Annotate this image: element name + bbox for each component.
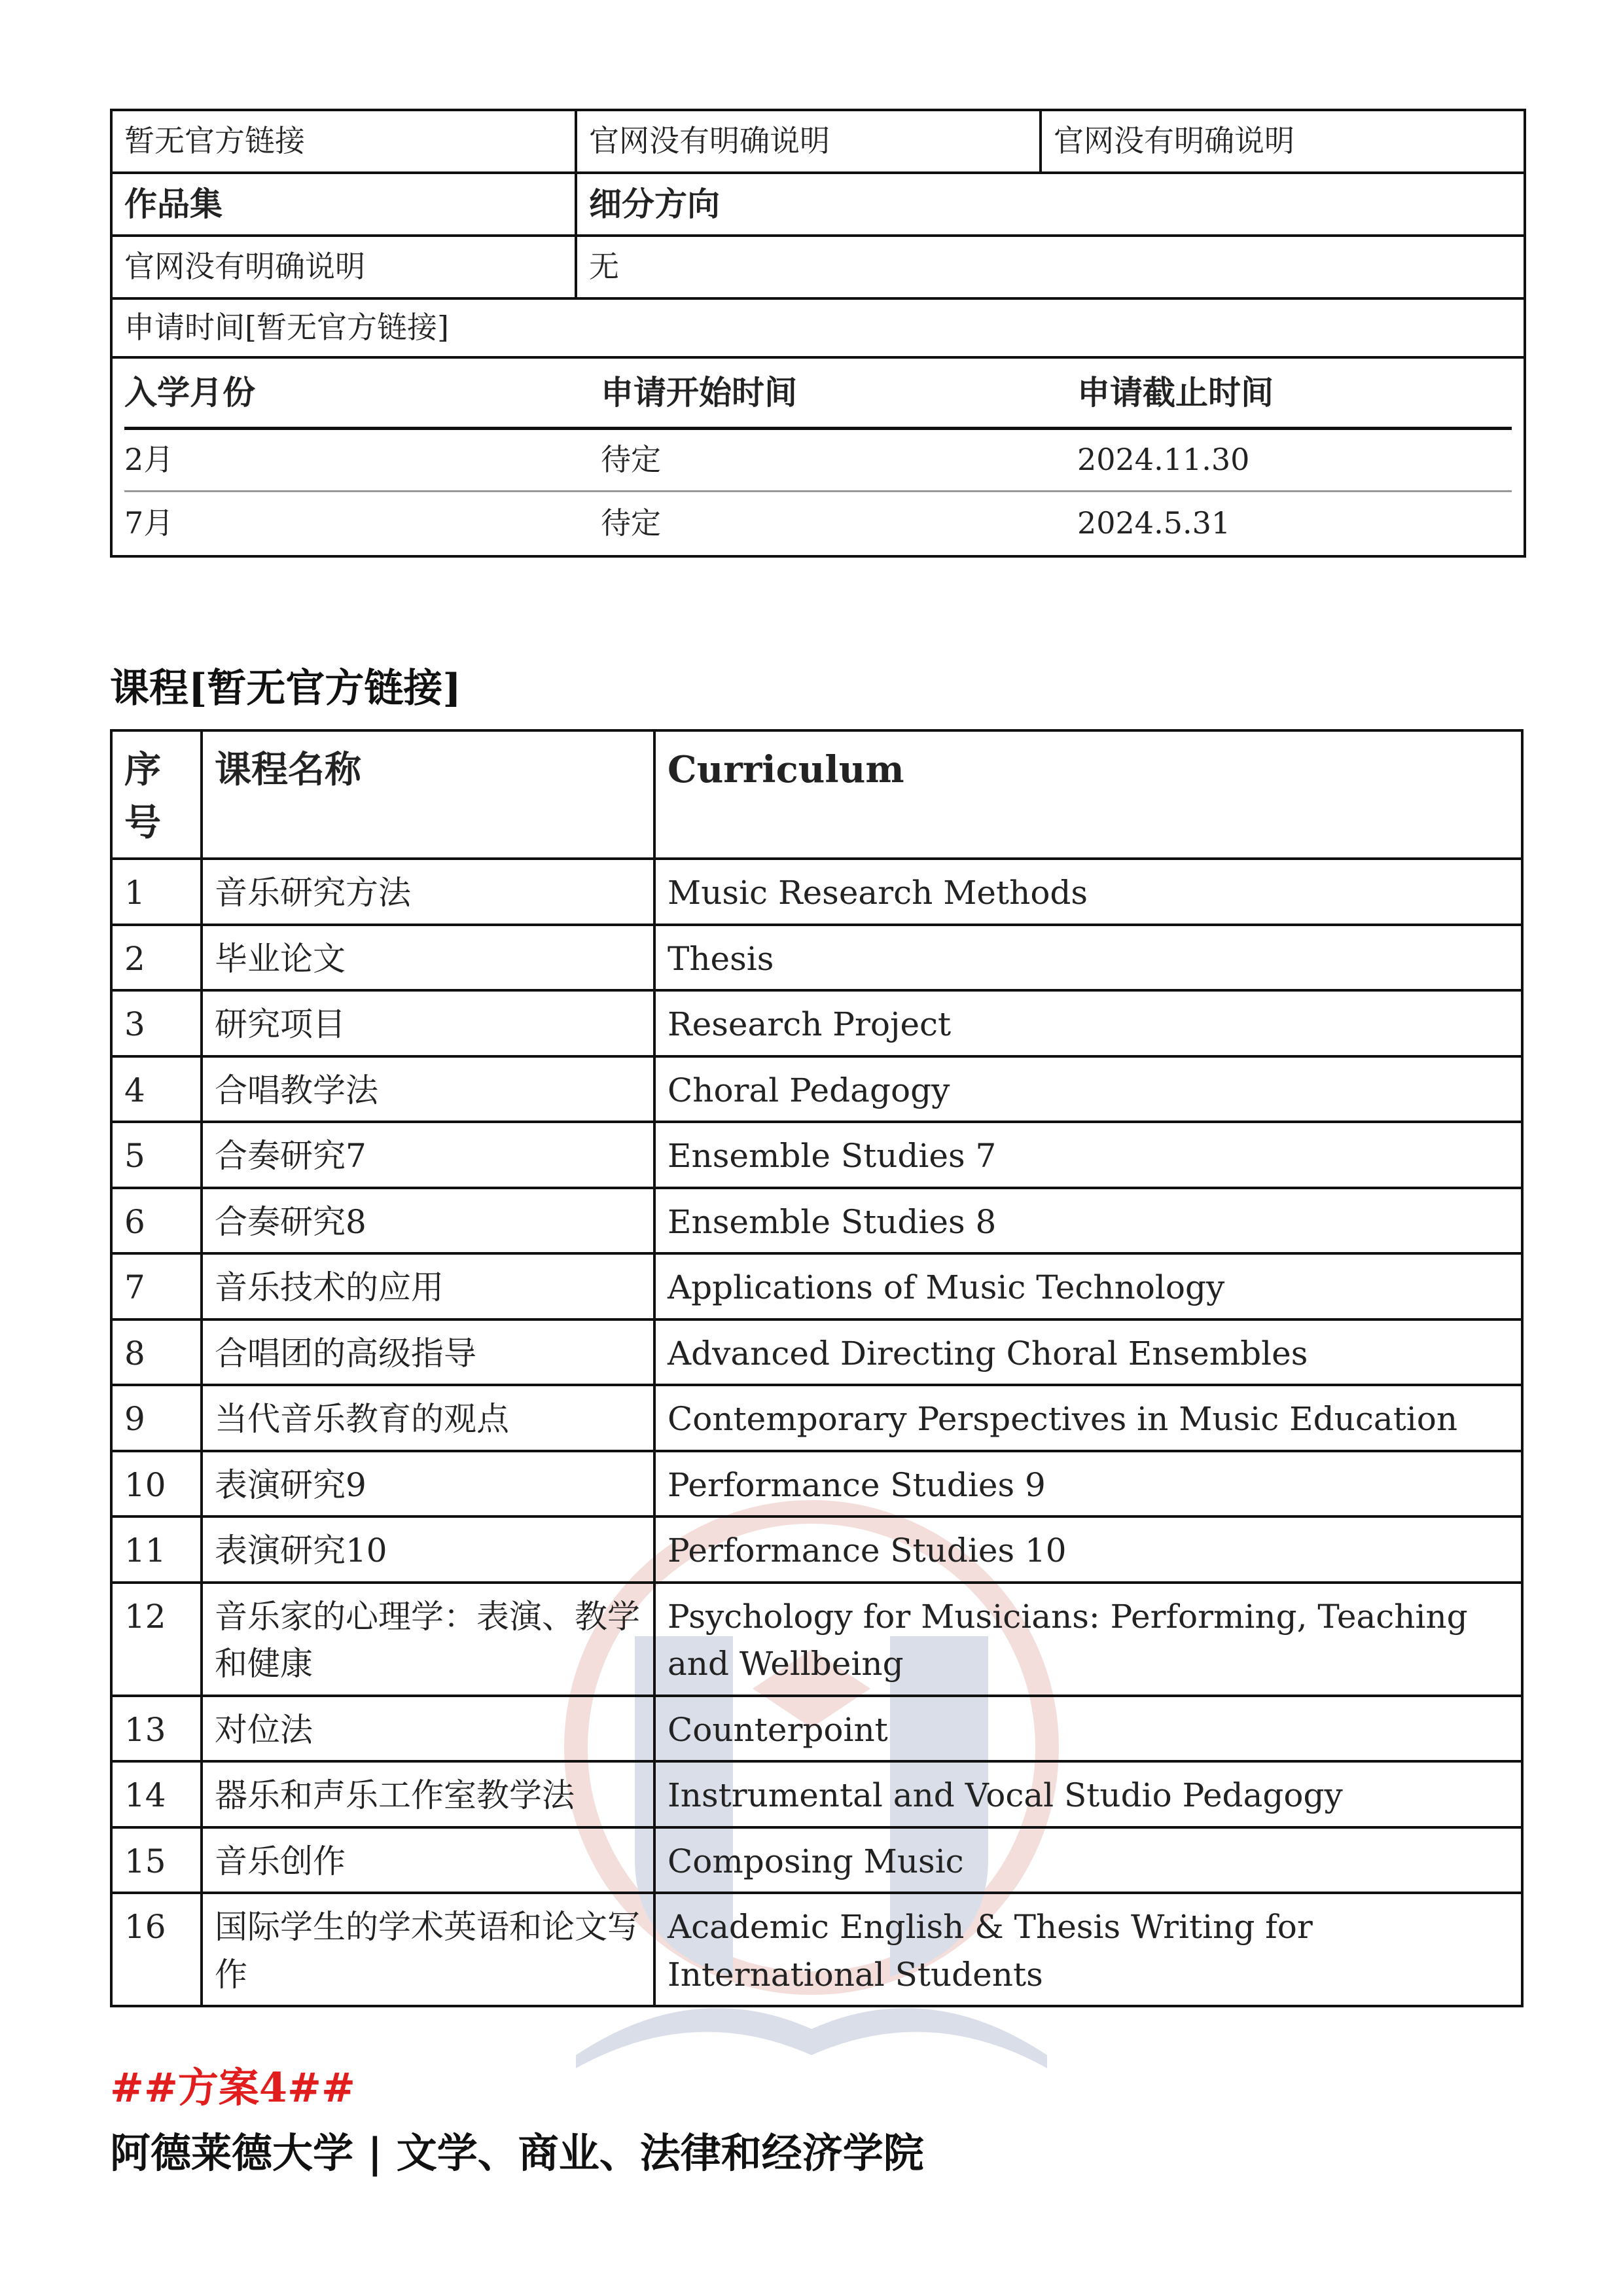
course-no: 15: [111, 1827, 202, 1893]
course-no: 11: [111, 1516, 202, 1583]
course-curriculum: Thesis: [654, 925, 1522, 991]
course-name: 音乐研究方法: [202, 859, 654, 925]
course-curriculum: Composing Music: [654, 1827, 1522, 1893]
table-row: [111, 1319, 1522, 1386]
course-name: 音乐创作: [202, 1827, 654, 1893]
intake-start: 待定: [601, 429, 1077, 492]
table-row: [111, 925, 1522, 991]
course-name-header: 课程名称: [202, 730, 654, 859]
info-cell: 官网没有明确说明: [1041, 110, 1525, 173]
table-row: [111, 1253, 1522, 1319]
course-curriculum: Advanced Directing Choral Ensembles: [654, 1319, 1522, 1386]
course-curriculum: Contemporary Perspectives in Music Education: [654, 1385, 1522, 1451]
course-curriculum: Applications of Music Technology: [654, 1253, 1522, 1319]
course-name: 毕业论文: [202, 925, 654, 991]
course-no: 2: [111, 925, 202, 991]
course-curriculum: Performance Studies 10: [654, 1516, 1522, 1583]
course-name: 音乐家的心理学：表演、教学和健康: [202, 1583, 654, 1696]
course-name: 表演研究9: [202, 1451, 654, 1517]
table-row: [111, 1761, 1522, 1827]
course-no: 1: [111, 859, 202, 925]
course-name: 音乐技术的应用: [202, 1253, 654, 1319]
table-row: [111, 1827, 1522, 1893]
course-curriculum: Instrumental and Vocal Studio Pedagogy: [654, 1761, 1522, 1827]
course-name: 对位法: [202, 1696, 654, 1762]
table-row: [111, 1122, 1522, 1188]
course-name: 研究项目: [202, 990, 654, 1056]
course-name: 表演研究10: [202, 1516, 654, 1583]
course-no: 12: [111, 1583, 202, 1696]
course-no: 16: [111, 1893, 202, 2006]
course-name: 合唱团的高级指导: [202, 1319, 654, 1386]
direction-label: 细分方向: [576, 173, 1525, 236]
plan-heading: ##方案4##: [110, 2064, 355, 2111]
table-row: [111, 1696, 1522, 1762]
course-curriculum: Academic English & Thesis Writing for International Students: [654, 1893, 1522, 2006]
application-info-table: [110, 109, 1526, 558]
course-no: 3: [111, 990, 202, 1056]
table-row: [111, 1516, 1522, 1583]
intake-row: [124, 492, 1512, 556]
table-row: [111, 1893, 1522, 2006]
course-no: 7: [111, 1253, 202, 1319]
intake-deadline-header: 申请截止时间: [1077, 359, 1512, 429]
course-name: 国际学生的学术英语和论文写作: [202, 1893, 654, 2006]
course-curriculum: Psychology for Musicians: Performing, Teaching and Wellbeing: [654, 1583, 1522, 1696]
course-curriculum: Ensemble Studies 8: [654, 1188, 1522, 1254]
intake-row: [124, 429, 1512, 492]
direction-value: 无: [576, 236, 1525, 298]
course-curriculum: Choral Pedagogy: [654, 1056, 1522, 1122]
course-table: [110, 729, 1524, 2007]
table-row: [111, 859, 1522, 925]
portfolio-label: 作品集: [111, 173, 576, 236]
course-curriculum: Music Research Methods: [654, 859, 1522, 925]
table-row: [111, 1583, 1522, 1696]
info-cell: 暂无官方链接: [111, 110, 576, 173]
intake-month: 2月: [124, 429, 601, 492]
intake-start: 待定: [601, 505, 661, 541]
course-no: 4: [111, 1056, 202, 1122]
course-no: 10: [111, 1451, 202, 1517]
course-no: 5: [111, 1122, 202, 1188]
course-no: 8: [111, 1319, 202, 1386]
course-name: 器乐和声乐工作室教学法: [202, 1761, 654, 1827]
course-curriculum: Research Project: [654, 990, 1522, 1056]
course-name: 当代音乐教育的观点: [202, 1385, 654, 1451]
table-row: [111, 1451, 1522, 1517]
table-row: [111, 990, 1522, 1056]
intake-cell: [111, 357, 1525, 556]
course-no-header: 序号: [111, 730, 202, 859]
course-no: 9: [111, 1385, 202, 1451]
course-name: 合奏研究8: [202, 1188, 654, 1254]
intake-table: [124, 359, 1512, 555]
intake-month-header: 入学月份: [124, 359, 601, 429]
intake-deadline: 2024.11.30: [1077, 429, 1512, 492]
courses-title: 课程[暂无官方链接]: [110, 666, 461, 711]
course-curriculum: Counterpoint: [654, 1696, 1522, 1762]
course-table-body: [111, 859, 1522, 2006]
info-cell: 官网没有明确说明: [576, 110, 1041, 173]
table-row: [111, 1056, 1522, 1122]
school-line: 阿德莱德大学 | 文学、商业、法律和经济学院: [110, 2129, 924, 2177]
application-time-label: 申请时间[暂无官方链接]: [111, 298, 1525, 357]
intake-deadline: 2024.5.31: [1077, 505, 1231, 541]
table-row: [111, 1385, 1522, 1451]
course-no: 6: [111, 1188, 202, 1254]
intake-start-header: 申请开始时间: [601, 359, 1077, 429]
course-curriculum: Performance Studies 9: [654, 1451, 1522, 1517]
table-row: [111, 1188, 1522, 1254]
course-curriculum: Ensemble Studies 7: [654, 1122, 1522, 1188]
intake-month: 7月: [124, 505, 174, 541]
course-name: 合奏研究7: [202, 1122, 654, 1188]
course-name: 合唱教学法: [202, 1056, 654, 1122]
portfolio-value: 官网没有明确说明: [111, 236, 576, 298]
course-no: 14: [111, 1761, 202, 1827]
curriculum-header: Curriculum: [654, 730, 1522, 859]
course-no: 13: [111, 1696, 202, 1762]
